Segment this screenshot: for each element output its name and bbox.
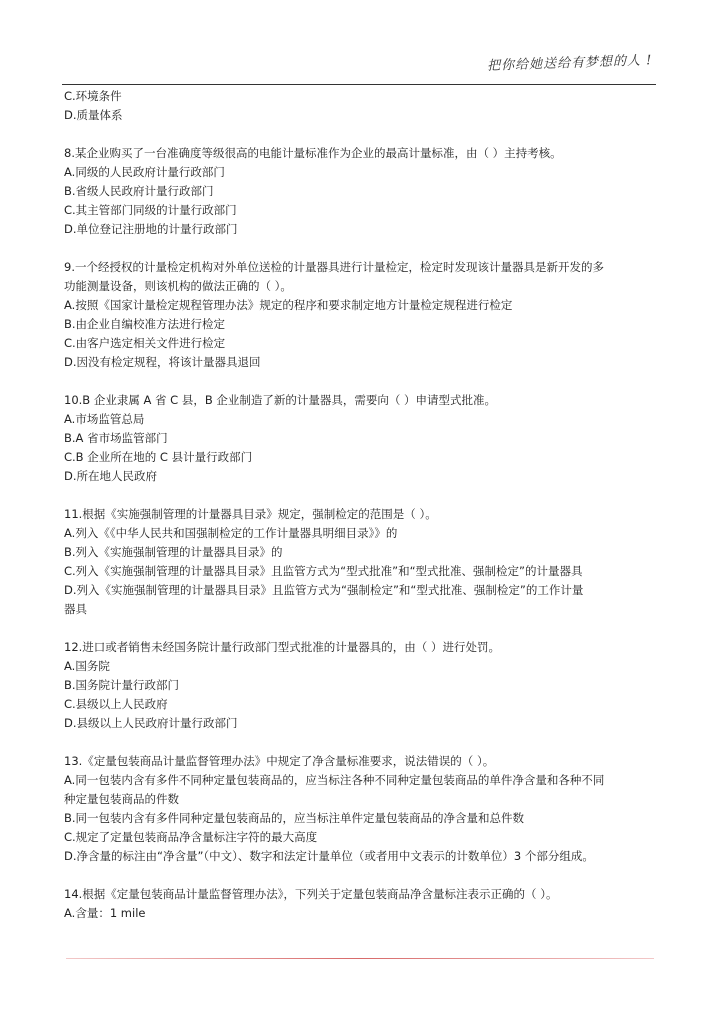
option-d-continued: 器具 [64, 602, 87, 616]
option-c: C.B 企业所在地的 C 县计量行政部门 [64, 450, 253, 464]
option-b: B.省级人民政府计量行政部门 [64, 184, 214, 198]
question-stem: 11.根据《实施强制管理的计量器具目录》规定，强制检定的范围是（ ）。 [64, 507, 437, 521]
question-11 [64, 505, 658, 619]
option-c: C.规定了定量包装商品净含量标注字符的最大高度 [64, 830, 318, 844]
question-10 [64, 391, 658, 486]
option-a: A.市场监管总局 [64, 412, 145, 426]
option-b: B.同一包装内含有多件同种定量包装商品的，应当标注单件定量包装商品的净含量和总件数 [64, 811, 525, 825]
document-body [64, 87, 658, 923]
option-d: D.因没有检定规程，将该计量器具退回 [64, 355, 261, 369]
question-stem: 14.根据《定量包装商品计量监督管理办法》，下列关于定量包装商品净含量标注表示正确的（ ）。 [64, 887, 558, 901]
header-slogan: 把你给她送给有梦想的人 ! [486, 53, 653, 74]
option-d: D.净含量的标注由“净含量”（中文）、数字和法定计量单位（或者用中文表示的计数单位）3 个部分组成。 [64, 849, 594, 863]
option-c: C.县级以上人民政府 [64, 697, 168, 711]
footer-divider [66, 958, 654, 959]
option-b: B.A 省市场监管部门 [64, 431, 168, 445]
question-9 [64, 258, 658, 372]
question-stem: 13.《定量包装商品计量监督管理办法》中规定了净含量标准要求，说法错误的（ ）。 [64, 754, 495, 768]
question-14 [64, 885, 658, 923]
option-c: C.列入《实施强制管理的计量器具目录》且监管方式为“型式批准”和“型式批准、强制检定”的计量器具 [64, 564, 583, 578]
option-b: B.国务院计量行政部门 [64, 678, 180, 692]
option-c: C.由客户选定相关文件进行检定 [64, 336, 226, 350]
option-d: D.列入《实施强制管理的计量器具目录》且监管方式为“强制检定”和“型式批准、强制检定”的工作计量 [64, 583, 584, 597]
question-stem: 12.进口或者销售未经国务院计量行政部门型式批准的计量器具的，由（ ）进行处罚。 [64, 640, 500, 654]
header-divider [62, 84, 656, 85]
question-stem: 10.B 企业隶属 A 省 C 县，B 企业制造了新的计量器具，需要向（ ）申请型式批准。 [64, 393, 497, 407]
option-a: A.按照《国家计量检定规程管理办法》规定的程序和要求制定地方计量检定规程进行检定 [64, 298, 513, 312]
option-d: D.质量体系 [64, 108, 123, 122]
question-12 [64, 638, 658, 733]
option-b: B.由企业自编校准方法进行检定 [64, 317, 226, 331]
option-a: A.同级的人民政府计量行政部门 [64, 165, 225, 179]
previous-question-continuation [64, 87, 658, 125]
option-a: A.列入《《中华人民共和国强制检定的工作计量器具明细目录》》的 [64, 526, 398, 540]
option-c: C.环境条件 [64, 89, 122, 103]
option-d: D.所在地人民政府 [64, 469, 158, 483]
option-a: A.同一包装内含有多件不同种定量包装商品的，应当标注各种不同种定量包装商品的单件净含量和各种不同 [64, 773, 605, 787]
question-8 [64, 144, 658, 239]
question-stem: 8.某企业购买了一台准确度等级很高的电能计量标准作为企业的最高计量标准，由（ ）主持考核。 [64, 146, 562, 160]
question-stem-continued: 功能测量设备，则该机构的做法正确的（ ）。 [64, 279, 292, 293]
option-d: D.单位登记注册地的计量行政部门 [64, 222, 238, 236]
option-b: B.列入《实施强制管理的计量器具目录》的 [64, 545, 283, 559]
option-a-continued: 种定量包装商品的件数 [64, 792, 179, 806]
option-a: A.国务院 [64, 659, 110, 673]
option-a: A.含量：1 mile [64, 906, 146, 920]
question-13 [64, 752, 658, 866]
option-d: D.县级以上人民政府计量行政部门 [64, 716, 238, 730]
question-stem: 9.一个经授权的计量检定机构对外单位送检的计量器具进行计量检定，检定时发现该计量器具是新开发的多 [64, 260, 604, 274]
option-c: C.其主管部门同级的计量行政部门 [64, 203, 237, 217]
